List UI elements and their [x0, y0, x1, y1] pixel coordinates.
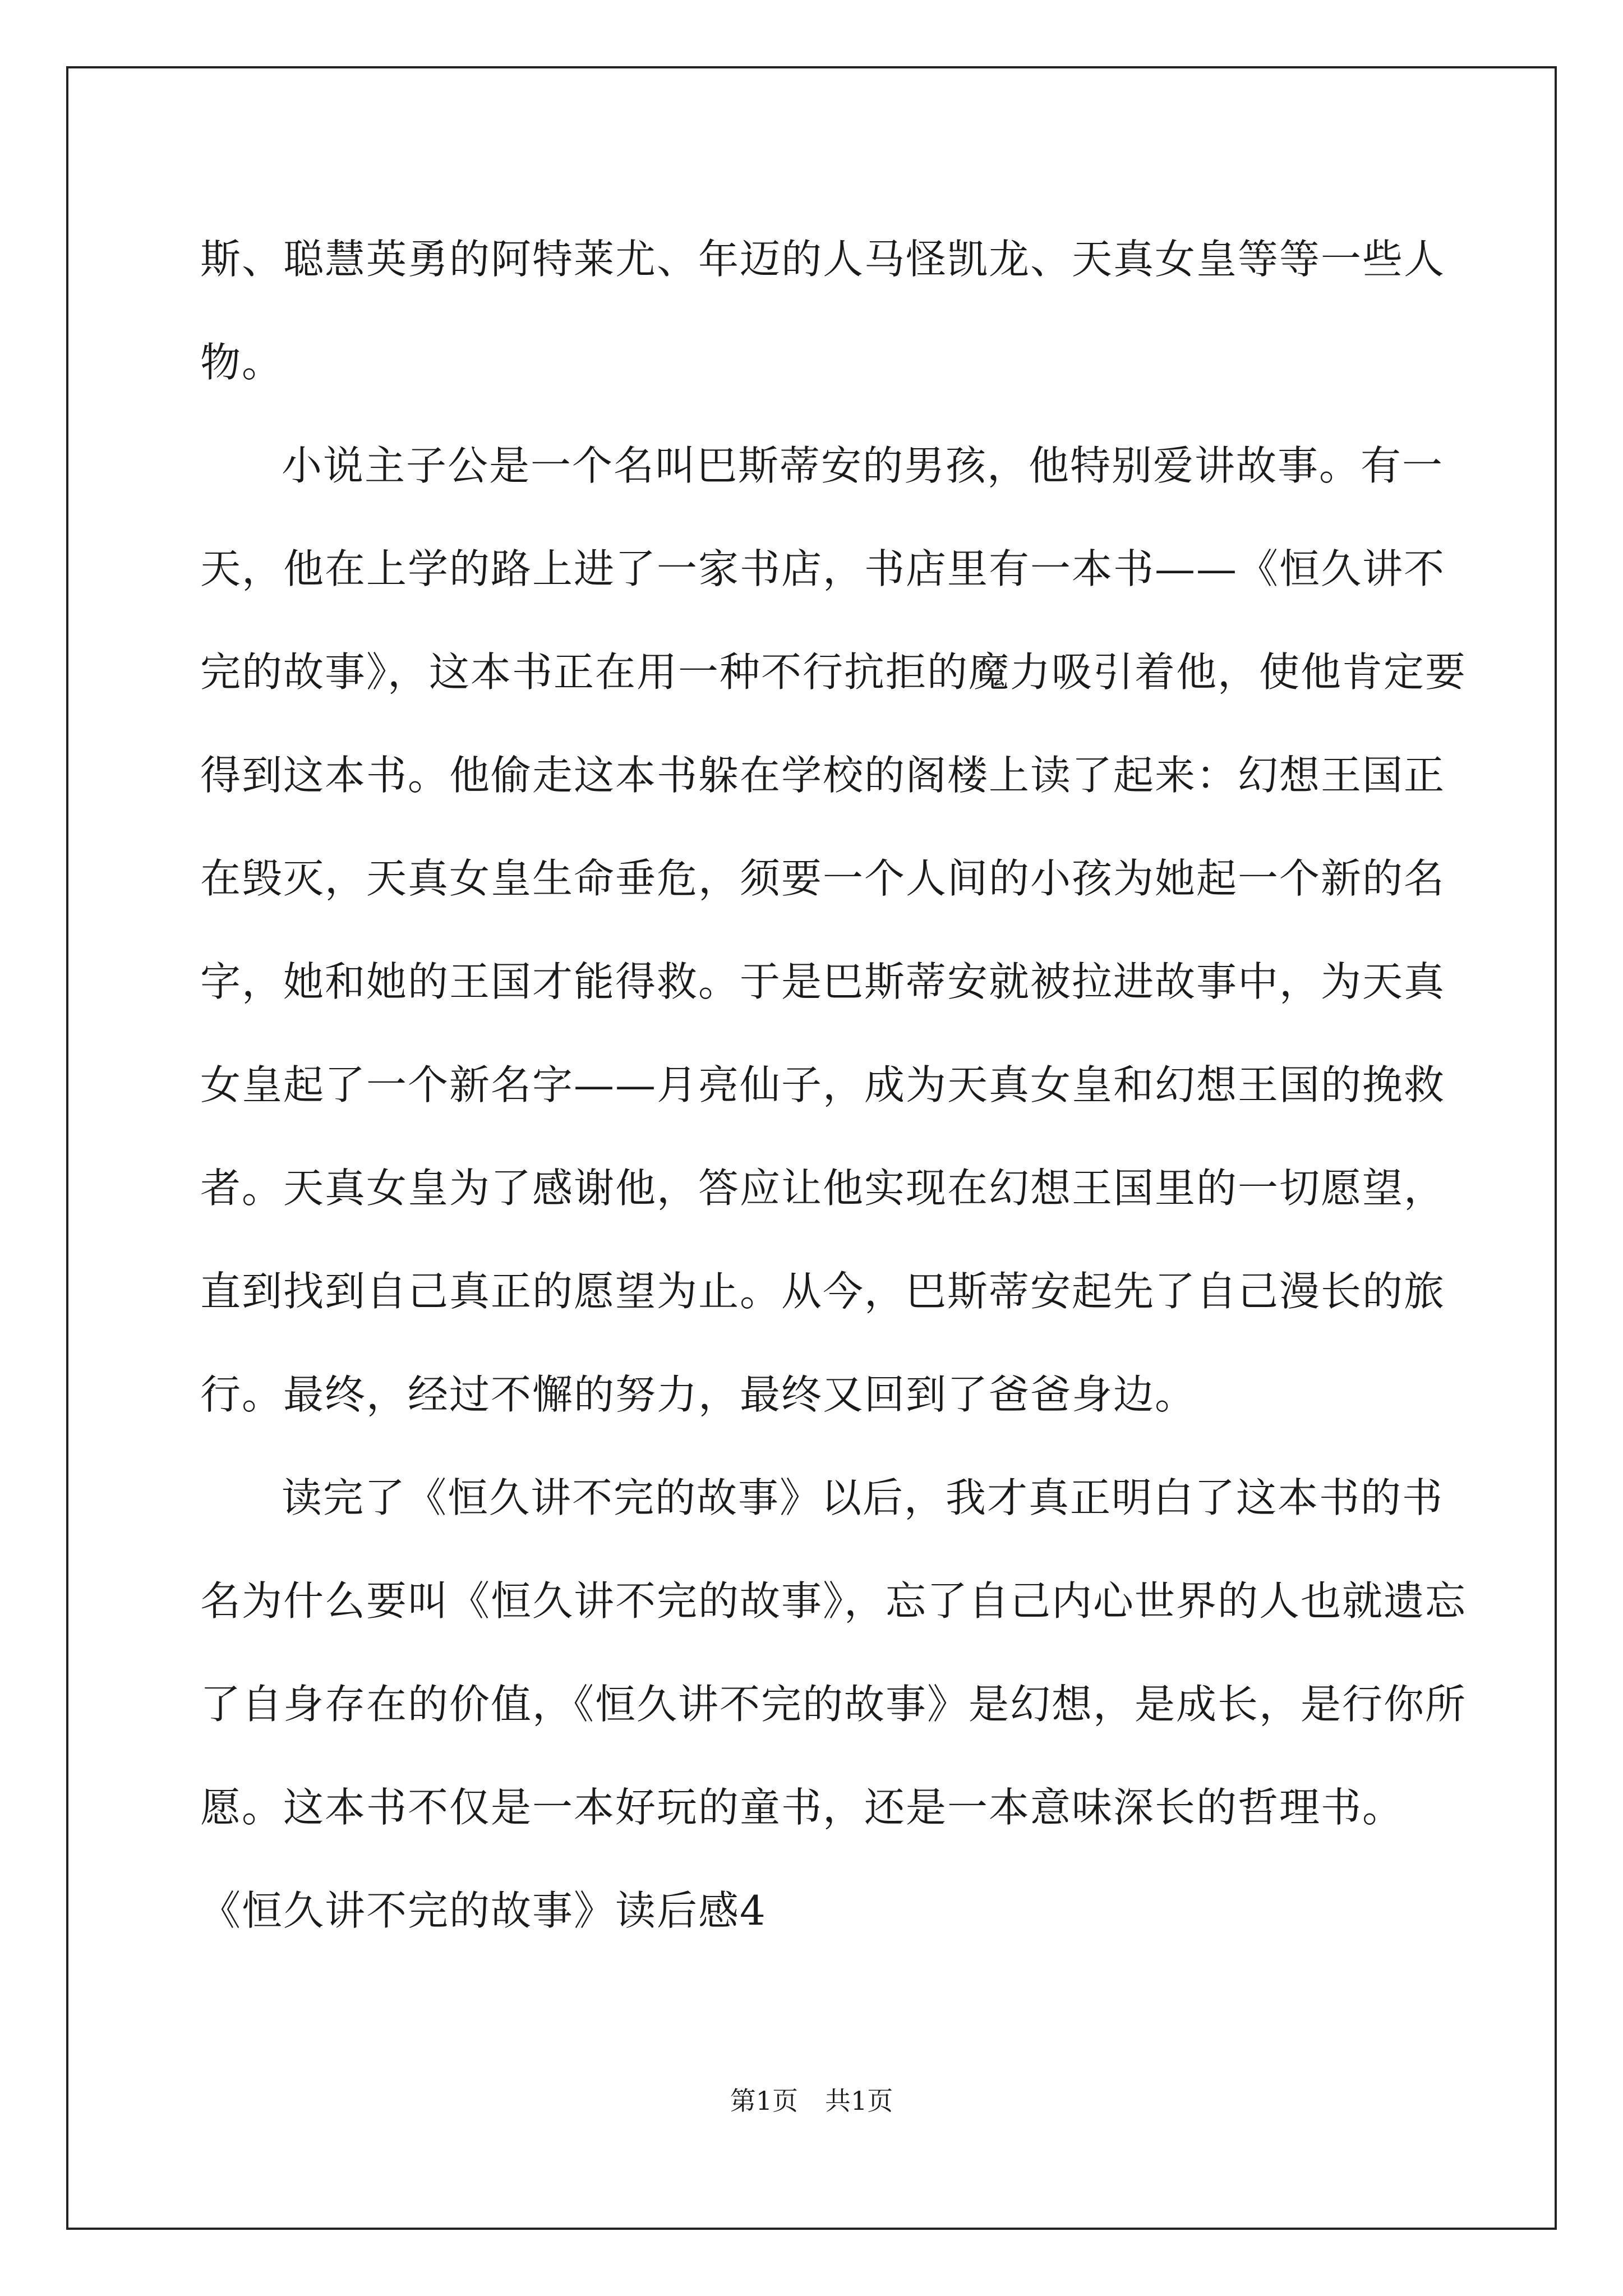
- section-heading: 《恒久讲不完的故事》读后感4: [200, 1887, 767, 1934]
- document-body: [200, 208, 1467, 1962]
- paragraph-line: 直到找到自己真正的愿望为止。从今，巴斯蒂安起先了自己漫长的旅: [200, 1268, 1446, 1315]
- paragraph-line: 女皇起了一个新名字——月亮仙子，成为天真女皇和幻想王国的挽救: [200, 1061, 1446, 1108]
- paragraph-line: 名为什么要叫《恒久讲不完的故事》，忘了自己内心世界的人也就遗忘: [200, 1577, 1467, 1625]
- paragraph-line: 天，他在上学的路上进了一家书店，书店里有一本书——《恒久讲不: [200, 545, 1446, 592]
- paragraph-line: 字，她和她的王国才能得救。于是巴斯蒂安就被拉进故事中，为天真: [200, 958, 1446, 1005]
- paragraph-line: 斯、聪慧英勇的阿特莱尤、年迈的人马怪凯龙、天真女皇等等一些人: [200, 236, 1446, 283]
- paragraph-line: 完的故事》，这本书正在用一种不行抗拒的魔力吸引着他，使他肯定要: [200, 648, 1467, 696]
- paragraph-line: 行。最终，经过不懈的努力，最终又回到了爸爸身边。: [200, 1371, 1197, 1418]
- page-number: 第1页: [730, 2086, 798, 2116]
- paragraph-line: 小说主子公是一个名叫巴斯蒂安的男孩，他特别爱讲故事。有一: [282, 442, 1444, 489]
- paragraph-line: 愿。这本书不仅是一本好玩的童书，还是一本意味深长的哲理书。: [200, 1784, 1404, 1831]
- paragraph-line: 者。天真女皇为了感谢他，答应让他实现在幻想王国里的一切愿望，: [200, 1165, 1446, 1212]
- paragraph-line: 在毁灭，天真女皇生命垂危，须要一个人间的小孩为她起一个新的名: [200, 855, 1446, 902]
- paragraph-line: 读完了《恒久讲不完的故事》以后，我才真正明白了这本书的书: [282, 1474, 1444, 1521]
- page-footer: [0, 2084, 1623, 2118]
- paragraph-line: 得到这本书。他偷走这本书躲在学校的阁楼上读了起来：幻想王国正: [200, 752, 1446, 799]
- page-total: 共1页: [825, 2086, 893, 2116]
- paragraph-line: 物。: [200, 339, 284, 386]
- paragraph-line: 了自身存在的价值，《恒久讲不完的故事》是幻想，是成长，是行你所: [200, 1681, 1467, 1728]
